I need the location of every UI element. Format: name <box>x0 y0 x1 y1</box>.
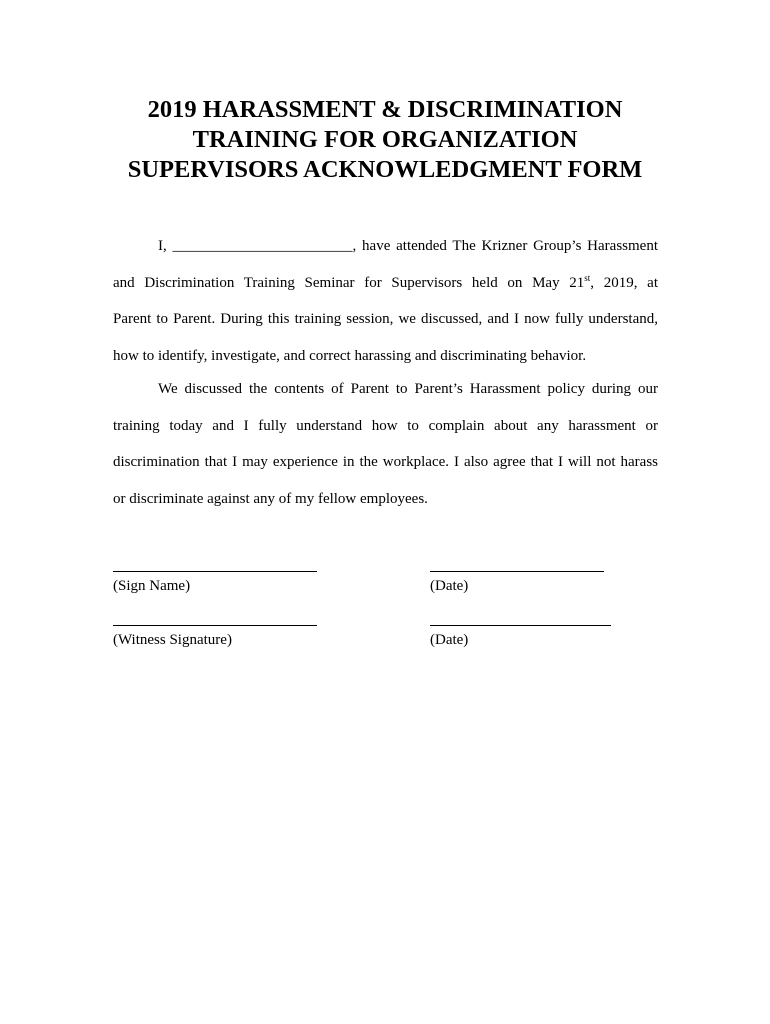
date-line-2[interactable] <box>430 625 611 626</box>
paragraph-2-line-2: training today and I fully understand how to complain about any harassment or <box>113 417 658 434</box>
paragraph-1-line-3: Parent to Parent. During this training session, we discussed, and I now fully understand, <box>113 311 658 327</box>
paragraph-2-line-1: We discussed the contents of Parent to Parent’s Harassment policy during our <box>158 381 658 397</box>
ordinal-suffix: st <box>584 272 591 283</box>
paragraph-1-line-2 <box>113 265 658 302</box>
date-label-2: (Date) <box>430 632 469 648</box>
title-line-1: 2019 HARASSMENT & DISCRIMINATION <box>147 96 623 123</box>
paragraph-2-line-3: discrimination that I may experience in the workplace. I also agree that I will not harass <box>113 454 658 470</box>
paragraph-1-line-1: I, ________________________, have attended The Krizner Group’s Harassment <box>158 238 658 254</box>
witness-signature-label: (Witness Signature) <box>113 632 232 648</box>
title-line-2: TRAINING FOR ORGANIZATION <box>192 126 578 153</box>
date-label-1: (Date) <box>430 578 469 594</box>
paragraph-1-line-2-end: , 2019, at <box>590 274 658 291</box>
sign-name-line[interactable] <box>113 571 317 572</box>
title-line-3: SUPERVISORS ACKNOWLEDGMENT FORM <box>127 156 643 183</box>
date-line-1[interactable] <box>430 571 604 572</box>
paragraph-2-line-4: or discriminate against any of my fellow employees. <box>113 490 428 507</box>
form-title <box>100 95 670 185</box>
acknowledgment-paragraph-2 <box>113 371 658 517</box>
sign-name-label: (Sign Name) <box>113 578 191 594</box>
acknowledgment-paragraph-1 <box>113 228 658 374</box>
witness-signature-line[interactable] <box>113 625 317 626</box>
paragraph-1-line-2-text: and Discrimination Training Seminar for Supervisors held on May 21 <box>113 274 585 291</box>
paragraph-1-line-4: how to identify, investigate, and correct harassing and discriminating behavior. <box>113 347 587 364</box>
